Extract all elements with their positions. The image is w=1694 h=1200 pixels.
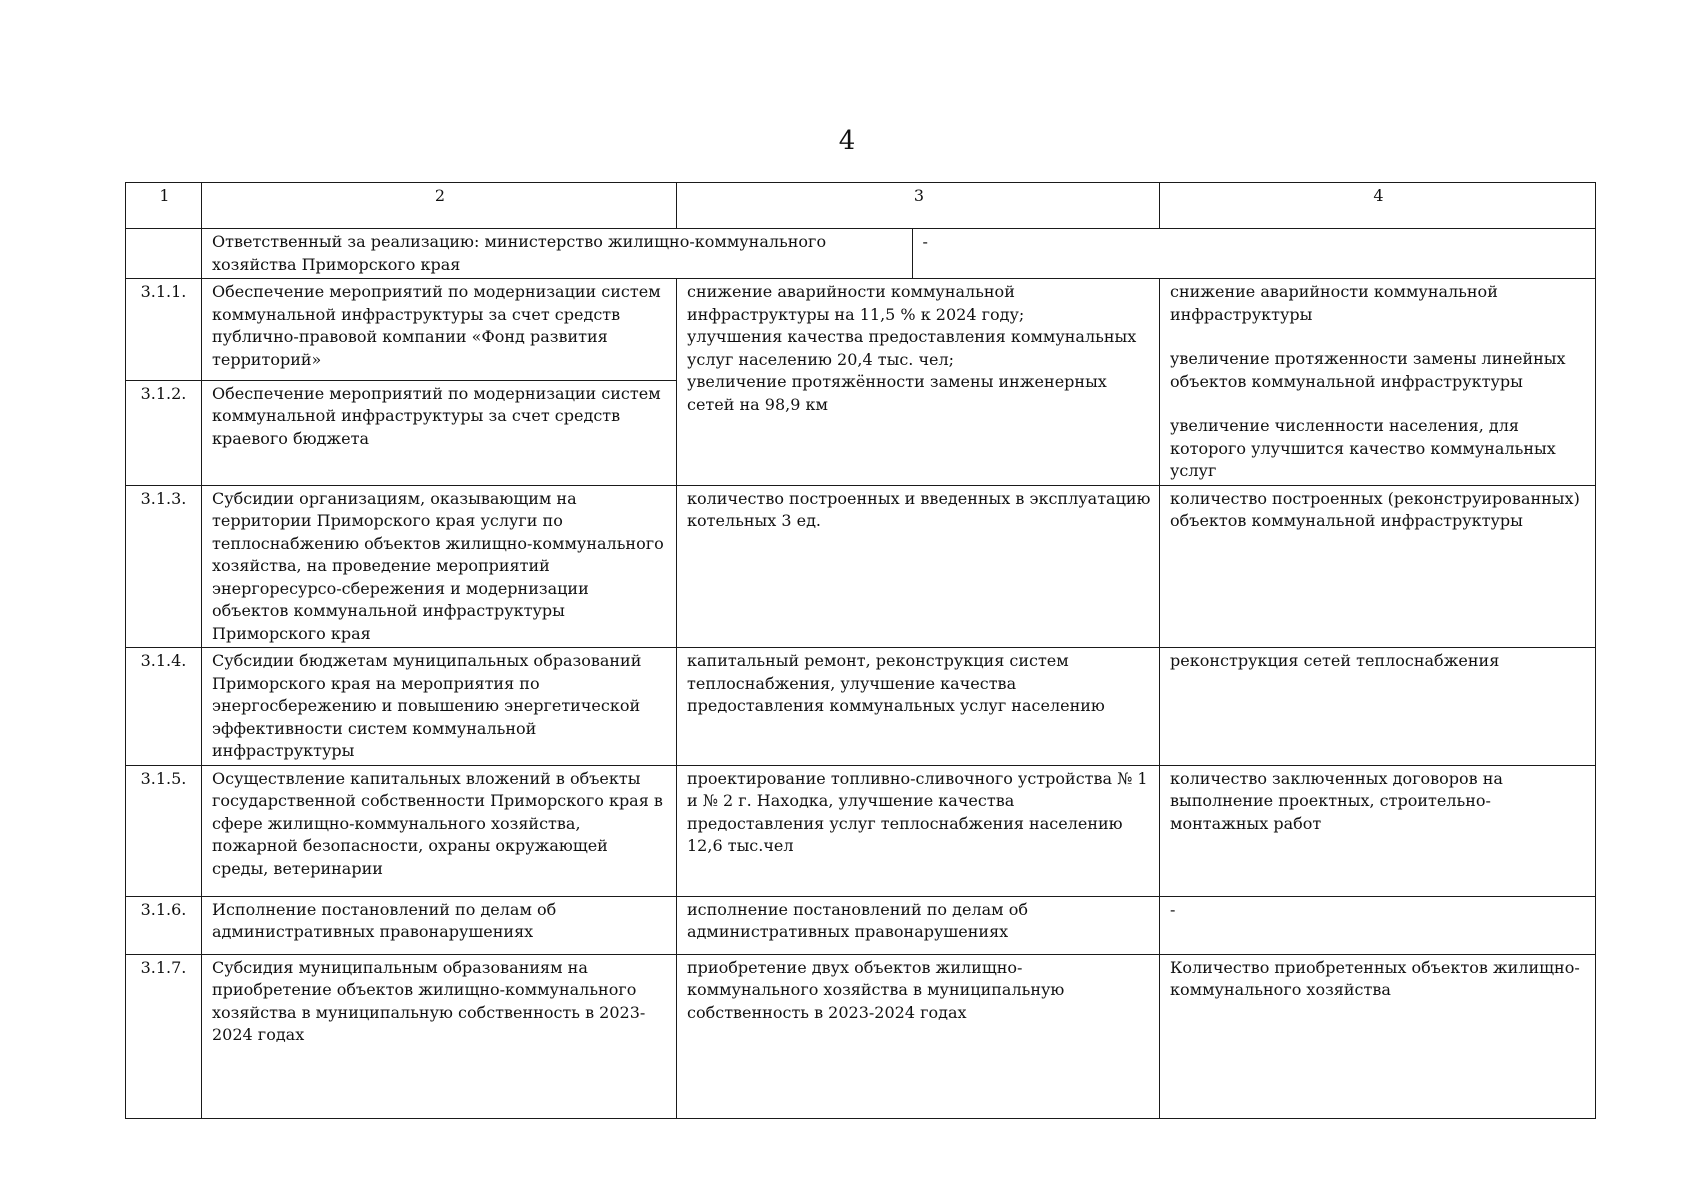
header-col-2: 2 xyxy=(202,183,677,229)
row-number: 3.1.4. xyxy=(126,648,202,766)
row-result: приобретение двух объектов жилищно-коммунального хозяйства в муниципальную собственность в 2023-2024 годах xyxy=(677,954,1160,1118)
table-row xyxy=(126,765,1596,896)
table-row xyxy=(126,279,1596,381)
row-indicator: Количество приобретенных объектов жилищно-коммунального хозяйства xyxy=(1160,954,1596,1118)
merged-result-cell xyxy=(677,279,1160,486)
merged-indicator-line: увеличение протяженности замены линейных объектов коммунальной инфраструктуры xyxy=(1170,349,1566,391)
merged-indicator-cell xyxy=(1160,279,1596,486)
row-result: количество построенных и введенных в эксплуатацию котельных 3 ед. xyxy=(677,485,1160,648)
header-col-4: 4 xyxy=(1160,183,1596,229)
merged-result-line: увеличение протяжённости замены инженерных сетей на 98,9 км xyxy=(687,372,1107,414)
row-name: Обеспечение мероприятий по модернизации систем коммунальной инфраструктуры за счет средств краевого бюджета xyxy=(202,380,677,485)
responsible-row xyxy=(126,229,1596,279)
events-table xyxy=(125,182,1596,1119)
row-name: Субсидия муниципальным образованиям на приобретение объектов жилищно-коммунального хозяйства в муниципальную собственность в 2023-2024 годах xyxy=(202,954,677,1118)
responsible-cell xyxy=(202,229,1596,279)
responsible-num-cell xyxy=(126,229,202,279)
table-row xyxy=(126,648,1596,766)
row-result: проектирование топливно-сливочного устройства № 1 и № 2 г. Находка, улучшение качества предоставления услуг теплоснабжения населению 12,6 тыс.чел xyxy=(677,765,1160,896)
row-number: 3.1.1. xyxy=(126,279,202,381)
responsible-dash: - xyxy=(912,229,1595,278)
table-row xyxy=(126,485,1596,648)
row-name: Осуществление капитальных вложений в объекты государственной собственности Приморского края в сфере жилищно-коммунального хозяйства, пожарной безопасности, охраны окружающей среды, ветеринарии xyxy=(202,765,677,896)
row-number: 3.1.5. xyxy=(126,765,202,896)
row-name: Обеспечение мероприятий по модернизации систем коммунальной инфраструктуры за счет средств публично-правовой компании «Фонд развития территорий» xyxy=(202,279,677,381)
row-number: 3.1.2. xyxy=(126,380,202,485)
header-col-1: 1 xyxy=(126,183,202,229)
header-row xyxy=(126,183,1596,229)
row-name: Исполнение постановлений по делам об административных правонарушениях xyxy=(202,896,677,954)
row-name: Субсидии бюджетам муниципальных образований Приморского края на мероприятия по энергосбережению и повышению энергетической эффективности систем коммунальной инфраструктуры xyxy=(202,648,677,766)
table-row xyxy=(126,896,1596,954)
page-number: 4 xyxy=(838,126,856,156)
row-result: исполнение постановлений по делам об административных правонарушениях xyxy=(677,896,1160,954)
row-number: 3.1.6. xyxy=(126,896,202,954)
row-indicator: количество заключенных договоров на выполнение проектных, строительно-монтажных работ xyxy=(1160,765,1596,896)
merged-indicator-line: снижение аварийности коммунальной инфраструктуры xyxy=(1170,282,1498,324)
row-name: Субсидии организациям, оказывающим на территории Приморского края услуги по теплоснабжению объектов жилищно-коммунального хозяйства, на проведение мероприятий энергоресурсо-сбережения и модернизации объектов коммунальной инфраструктуры Приморского края xyxy=(202,485,677,648)
merged-result-line: снижение аварийности коммунальной инфраструктуры на 11,5 % к 2024 году; xyxy=(687,282,1025,324)
merged-indicator-line: увеличение численности населения, для которого улучшится качество коммунальных услуг xyxy=(1170,416,1556,480)
table-row xyxy=(126,954,1596,1118)
row-number: 3.1.3. xyxy=(126,485,202,648)
merged-result-line: улучшения качества предоставления коммунальных услуг населению 20,4 тыс. чел; xyxy=(687,327,1137,369)
responsible-text: Ответственный за реализацию: министерство жилищно-коммунального хозяйства Приморского края xyxy=(212,232,827,274)
row-number: 3.1.7. xyxy=(126,954,202,1118)
row-indicator: реконструкция сетей теплоснабжения xyxy=(1160,648,1596,766)
row-indicator: количество построенных (реконструированных) объектов коммунальной инфраструктуры xyxy=(1160,485,1596,648)
row-result: капитальный ремонт, реконструкция систем теплоснабжения, улучшение качества предоставления коммунальных услуг населению xyxy=(677,648,1160,766)
header-col-3: 3 xyxy=(677,183,1160,229)
row-indicator: - xyxy=(1160,896,1596,954)
